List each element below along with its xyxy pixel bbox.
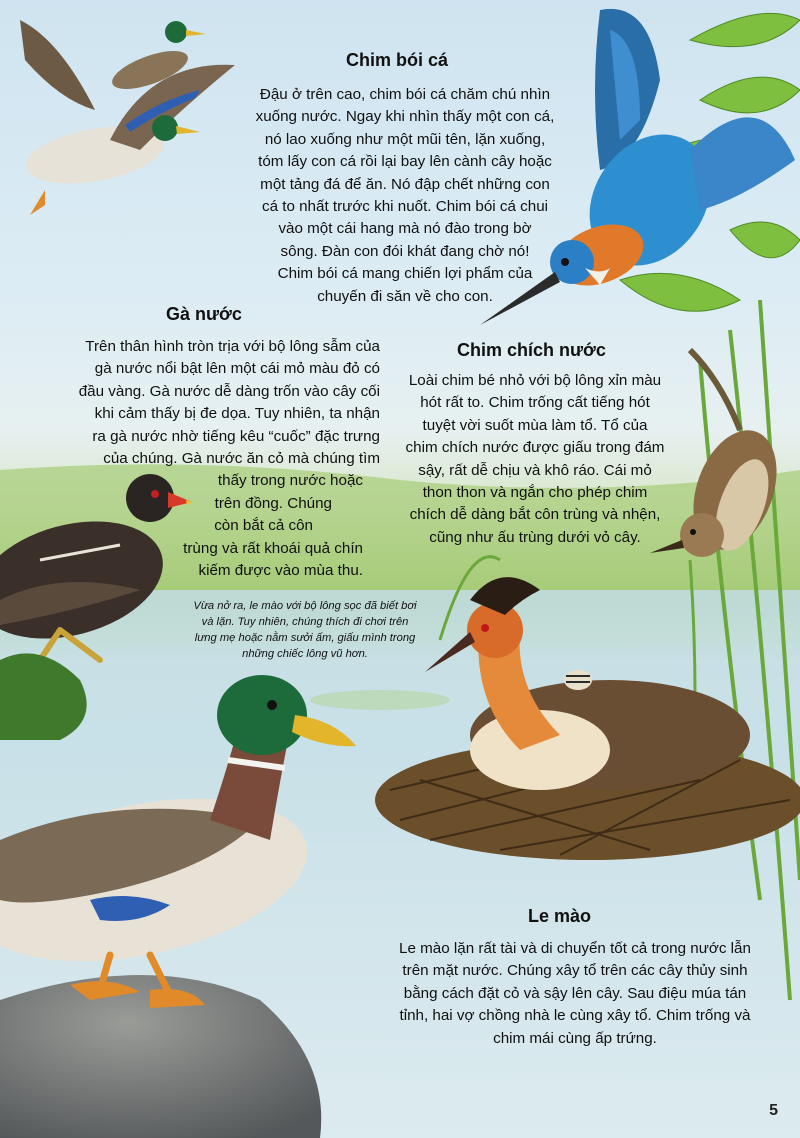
caption-line-4: những chiếc lông vũ hơn.	[242, 648, 368, 660]
moorhen-line-5: ra gà nước nhờ tiếng kêu “cuốc” đặc trưng	[92, 427, 380, 445]
moorhen-line-11: kiếm được vào mùa thu.	[198, 562, 363, 580]
moorhen-line-6: của chúng. Gà nước ăn cỏ mà chúng tìm	[103, 450, 380, 468]
grebe-line-3: bằng cách đặt cỏ và sậy lên cây. Sau điệu múa tán	[403, 984, 747, 1002]
kingfisher-line-2: xuống nước. Ngay khi nhìn thấy một con cá,	[255, 108, 555, 126]
mallard-ducks-flying-illustration	[20, 20, 235, 215]
warbler-line-1: Loài chim bé nhỏ với bộ lông xỉn màu	[408, 372, 662, 389]
moorhen-line-9: còn bắt cả côn	[214, 517, 313, 535]
moorhen-line-7: thấy trong nước hoặc	[217, 472, 363, 490]
kingfisher-line-1: Đậu ở trên cao, chim bói cá chăm chú nhìn	[259, 86, 551, 103]
grebe-paragraph	[355, 938, 795, 1050]
kingfisher-line-3: nó lao xuống như một mũi tên, lặn xuống,	[264, 130, 546, 148]
moorhen-line-4: khi cảm thấy bị đe dọa. Tuy nhiên, ta nhận	[94, 405, 380, 423]
moorhen-line-3: đầu vàng. Gà nước dễ dàng trốn vào cây cối	[78, 382, 380, 400]
moorhen-line-1: Trên thân hình tròn trịa với bộ lông sẫm của	[85, 338, 380, 355]
grebe-line-5: chim mái cùng ấp trứng.	[493, 1029, 657, 1047]
kingfisher-line-4: tóm lấy con cá rồi lại bay lên cành cây hoặc	[258, 153, 552, 171]
moorhen-line-8: trên đồng. Chúng	[214, 494, 332, 512]
warbler-line-6: thon thon và ngắn cho phép chim	[422, 484, 648, 502]
kingfisher-line-7: vào một cái hang mà nó đào trong bờ	[278, 220, 532, 238]
kingfisher-line-5: một tảng đá để ăn. Nó đập chết những con	[260, 175, 550, 193]
warbler-line-4: chim chích nước được giấu trong đám	[405, 439, 665, 457]
warbler-line-7: chích dễ dàng bắt côn trùng và nhện,	[409, 506, 661, 524]
warbler-heading: Chim chích nước	[457, 340, 606, 360]
grebe-line-1: Le mào lặn rất tài và di chuyển tốt cả trong nước lẫn	[399, 940, 751, 957]
moorhen-heading: Gà nước	[166, 304, 242, 324]
grebe-line-2: trên mặt nước. Chúng xây tổ trên các cây thủy sinh	[402, 962, 748, 980]
kingfisher-line-8: sông. Đàn con đói khát đang chờ nó!	[280, 242, 530, 260]
caption-line-1: Vừa nở ra, le mào với bộ lông sọc đã biết bơi	[193, 600, 417, 612]
warbler-line-3: tuyệt vời suốt mùa làm tổ. Tổ của	[422, 416, 648, 434]
moorhen-paragraph	[30, 336, 380, 582]
warbler-paragraph	[380, 370, 690, 549]
warbler-line-2: hót rất to. Chim trống cất tiếng hót	[420, 394, 650, 412]
caption-line-2: và lặn. Tuy nhiên, chúng thích đi chơi trên	[201, 616, 409, 628]
kingfisher-line-9: Chim bói cá mang chiến lợi phẩm của	[277, 265, 533, 283]
grebe-line-4: tỉnh, hai vợ chồng nhà le cùng xây tổ. Chim trống và	[399, 1007, 751, 1025]
moorhen-line-2: gà nước nổi bật lên một cái mỏ màu đỏ có	[94, 360, 380, 378]
moorhen-line-10: trùng và rất khoái quả chín	[183, 539, 363, 557]
kingfisher-heading: Chim bói cá	[346, 50, 449, 70]
warbler-line-8: cũng như ấu trùng dưới vỏ cây.	[429, 528, 641, 546]
grebe-chick-caption	[160, 598, 450, 662]
warbler-line-5: sậy, rất dễ chịu và khô ráo. Cái mỏ	[418, 461, 652, 479]
grebe-heading: Le mào	[528, 906, 592, 926]
kingfisher-paragraph	[220, 84, 590, 308]
page-number: 5	[769, 1102, 778, 1119]
kingfisher-line-10: chuyến đi săn về cho con.	[317, 287, 493, 305]
caption-line-3: lưng mẹ hoặc nằm sưởi ấm, giấu mình trong	[194, 632, 416, 644]
kingfisher-line-6: cá to nhất trước khi nuốt. Chim bói cá chui	[261, 198, 549, 216]
